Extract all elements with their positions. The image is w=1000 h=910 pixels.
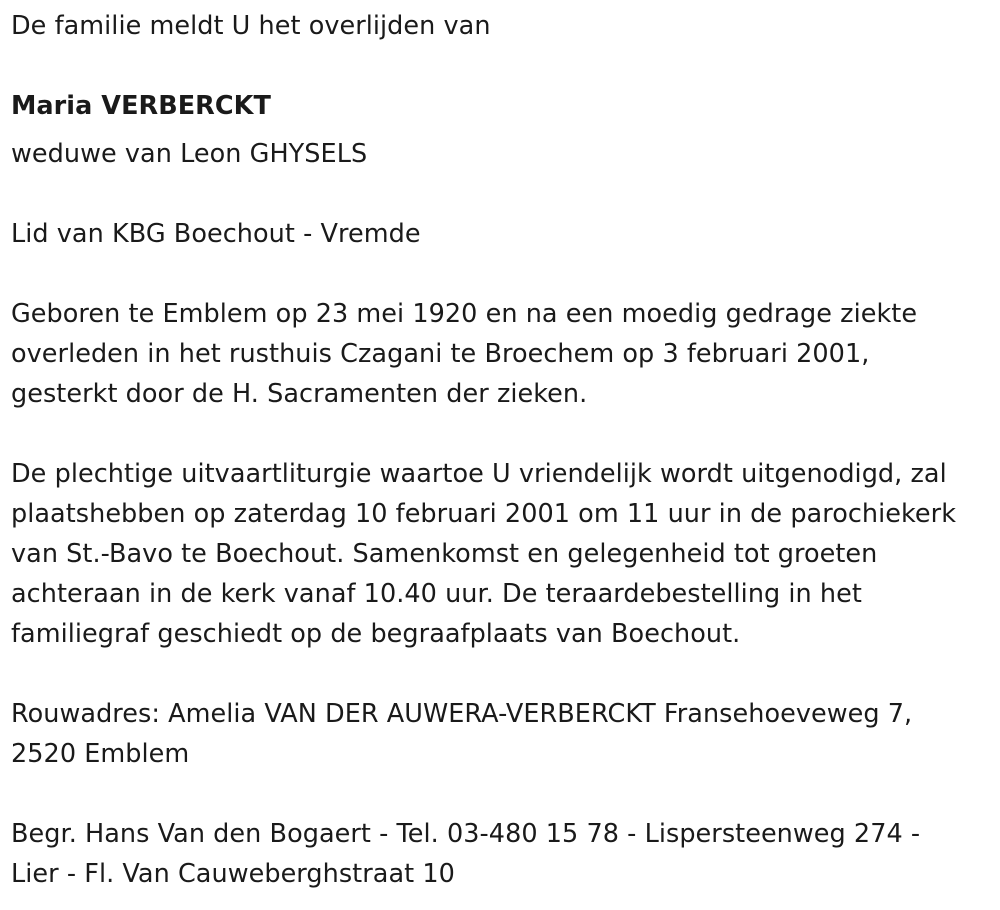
- membership-line: Lid van KBG Boechout - Vremde: [11, 219, 421, 249]
- birth-death-line-2: overleden in het rusthuis Czagani te Broechem op 3 februari 2001,: [11, 339, 870, 369]
- funeral-line-1: De plechtige uitvaartliturgie waartoe U vriendelijk wordt uitgenodigd, zal: [11, 459, 947, 489]
- mourning-address-line-1: Rouwadres: Amelia VAN DER AUWERA-VERBERCKT Fransehoeveweg 7,: [11, 699, 913, 729]
- birth-death-line-3: gesterkt door de H. Sacramenten der zieken.: [11, 379, 588, 409]
- deceased-name: Maria VERBERCKT: [11, 91, 271, 121]
- widow-of-line: weduwe van Leon GHYSELS: [11, 139, 368, 169]
- funeral-line-2: plaatshebben op zaterdag 10 februari 2001 om 11 uur in de parochiekerk: [11, 499, 957, 529]
- undertaker-line-1: Begr. Hans Van den Bogaert - Tel. 03-480 15 78 - Lispersteenweg 274 -: [11, 819, 921, 849]
- intro-line: De familie meldt U het overlijden van: [11, 11, 491, 41]
- funeral-line-4: achteraan in de kerk vanaf 10.40 uur. De teraardebestelling in het: [11, 579, 862, 609]
- funeral-line-5: familiegraf geschiedt op de begraafplaats van Boechout.: [11, 619, 741, 649]
- mourning-address-line-2: 2520 Emblem: [11, 739, 190, 769]
- undertaker-line-2: Lier - Fl. Van Cauweberghstraat 10: [11, 859, 455, 889]
- funeral-line-3: van St.-Bavo te Boechout. Samenkomst en gelegenheid tot groeten: [11, 539, 878, 569]
- birth-death-line-1: Geboren te Emblem op 23 mei 1920 en na een moedig gedrage ziekte: [11, 299, 918, 329]
